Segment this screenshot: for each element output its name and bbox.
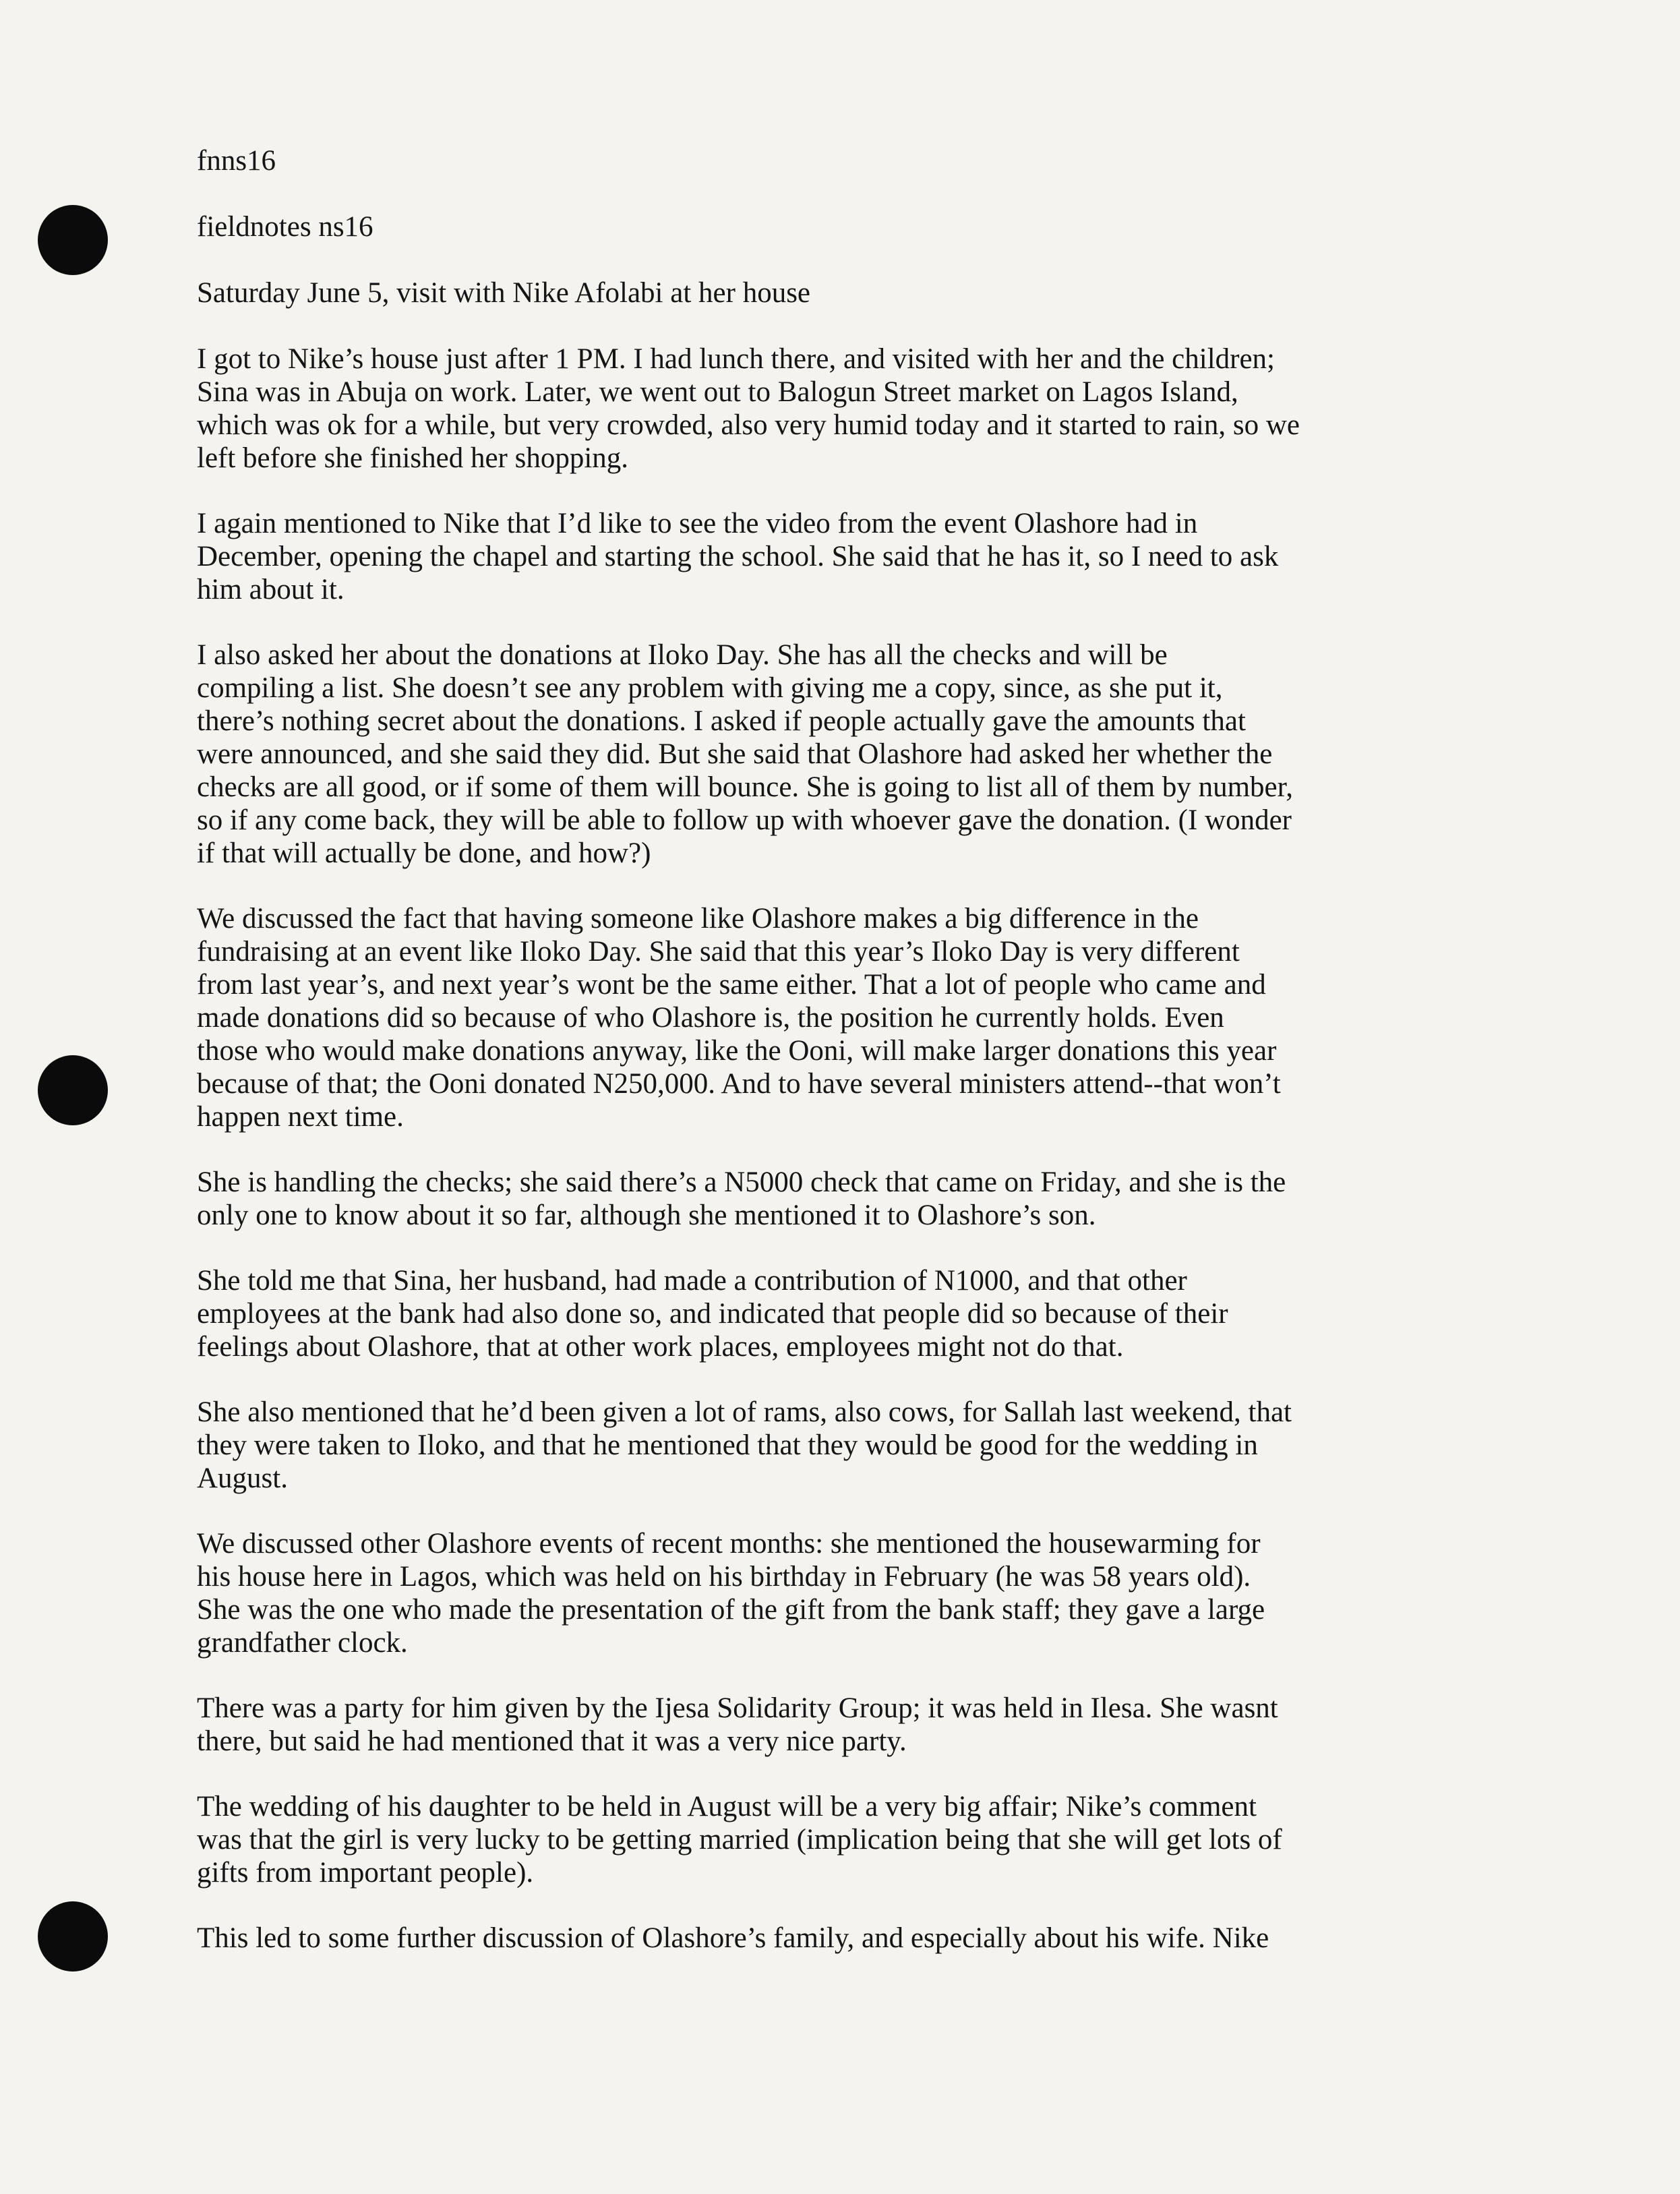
paragraph-1 — [197, 343, 1518, 475]
paragraph-4 — [197, 902, 1518, 1133]
text-line: because of that; the Ooni donated N250,000. And to have several ministers attend--that won’t — [197, 1068, 1281, 1100]
text-line: checks are all good, or if some of them will bounce. She is going to list all of them by number, — [197, 771, 1293, 803]
text-line: I got to Nike’s house just after 1 PM. I had lunch there, and visited with her and the children; — [197, 343, 1275, 375]
text-line: fundraising at an event like Iloko Day. She said that this year’s Iloko Day is very different — [197, 936, 1240, 968]
text-line: gifts from important people). — [197, 1857, 534, 1889]
text-line: they were taken to Iloko, and that he mentioned that they would be good for the wedding in — [197, 1429, 1258, 1461]
binder-hole-bottom — [38, 1901, 108, 1971]
paragraph-5 — [197, 1166, 1518, 1232]
text-line: his house here in Lagos, which was held on his birthday in February (he was 58 years old). — [197, 1561, 1251, 1593]
text-line: happen next time. — [197, 1101, 404, 1133]
text-line: We discussed other Olashore events of recent months: she mentioned the housewarming for — [197, 1528, 1261, 1560]
paragraph-11 — [197, 1922, 1518, 1955]
text-line: those who would make donations anyway, like the Ooni, will make larger donations this year — [197, 1035, 1277, 1067]
text-line: there, but said he had mentioned that it was a very nice party. — [197, 1725, 907, 1757]
text-line: I again mentioned to Nike that I’d like to see the video from the event Olashore had in — [197, 508, 1198, 539]
paragraph-2 — [197, 507, 1518, 606]
document-subtitle: fieldnotes ns16 — [197, 211, 373, 243]
text-line: so if any come back, they will be able to follow up with whoever gave the donation. (I wonder — [197, 804, 1292, 836]
text-line: if that will actually be done, and how?) — [197, 837, 651, 869]
text-line: grandfather clock. — [197, 1627, 408, 1659]
text-line: The wedding of his daughter to be held in August will be a very big affair; Nike’s comment — [197, 1791, 1257, 1822]
paragraph-8 — [197, 1527, 1518, 1659]
text-line: This led to some further discussion of Olashore’s family, and especially about his wife. Nike — [197, 1922, 1269, 1954]
text-line: Sina was in Abuja on work. Later, we went out to Balogun Street market on Lagos Island, — [197, 376, 1238, 408]
text-line: there’s nothing secret about the donations. I asked if people actually gave the amounts that — [197, 705, 1246, 737]
text-line: feelings about Olashore, that at other work places, employees might not do that. — [197, 1331, 1124, 1363]
paragraph-10 — [197, 1790, 1518, 1889]
binder-hole-middle — [38, 1055, 108, 1125]
text-line: She also mentioned that he’d been given a lot of rams, also cows, for Sallah last weekend, that — [197, 1396, 1292, 1428]
text-line: employees at the bank had also done so, and indicated that people did so because of their — [197, 1298, 1228, 1330]
text-line: December, opening the chapel and starting the school. She said that he has it, so I need to ask — [197, 541, 1279, 572]
text-line: were announced, and she said they did. But she said that Olashore had asked her whether the — [197, 738, 1273, 770]
binder-hole-top — [38, 205, 108, 275]
text-line: She was the one who made the presentation of the gift from the bank staff; they gave a large — [197, 1594, 1265, 1626]
text-line: We discussed the fact that having someone like Olashore makes a big difference in the — [197, 903, 1199, 935]
text-line: only one to know about it so far, although she mentioned it to Olashore’s son. — [197, 1199, 1096, 1231]
text-line: August. — [197, 1462, 288, 1494]
text-line: him about it. — [197, 574, 344, 605]
text-line: was that the girl is very lucky to be getting married (implication being that she will get lots of — [197, 1824, 1282, 1856]
paragraph-3 — [197, 639, 1518, 870]
paragraph-6 — [197, 1264, 1518, 1363]
text-line: I also asked her about the donations at Iloko Day. She has all the checks and will be — [197, 639, 1168, 671]
paragraph-9 — [197, 1692, 1518, 1758]
text-line: left before she finished her shopping. — [197, 442, 629, 474]
text-line: made donations did so because of who Olashore is, the position he currently holds. Even — [197, 1002, 1224, 1034]
text-line: compiling a list. She doesn’t see any problem with giving me a copy, since, as she put it, — [197, 672, 1223, 704]
paragraph-7 — [197, 1396, 1518, 1495]
text-line: She is handling the checks; she said there’s a N5000 check that came on Friday, and she is the — [197, 1166, 1286, 1198]
entry-title: Saturday June 5, visit with Nike Afolabi at her house — [197, 277, 811, 309]
text-line: which was ok for a while, but very crowded, also very humid today and it started to rain, so we — [197, 409, 1300, 441]
file-id: fnns16 — [197, 145, 276, 177]
document-body — [197, 144, 1518, 1955]
text-line: There was a party for him given by the Ijesa Solidarity Group; it was held in Ilesa. She wasnt — [197, 1692, 1278, 1724]
text-line: from last year’s, and next year’s wont be the same either. That a lot of people who came and — [197, 969, 1266, 1001]
text-line: She told me that Sina, her husband, had made a contribution of N1000, and that other — [197, 1265, 1187, 1297]
